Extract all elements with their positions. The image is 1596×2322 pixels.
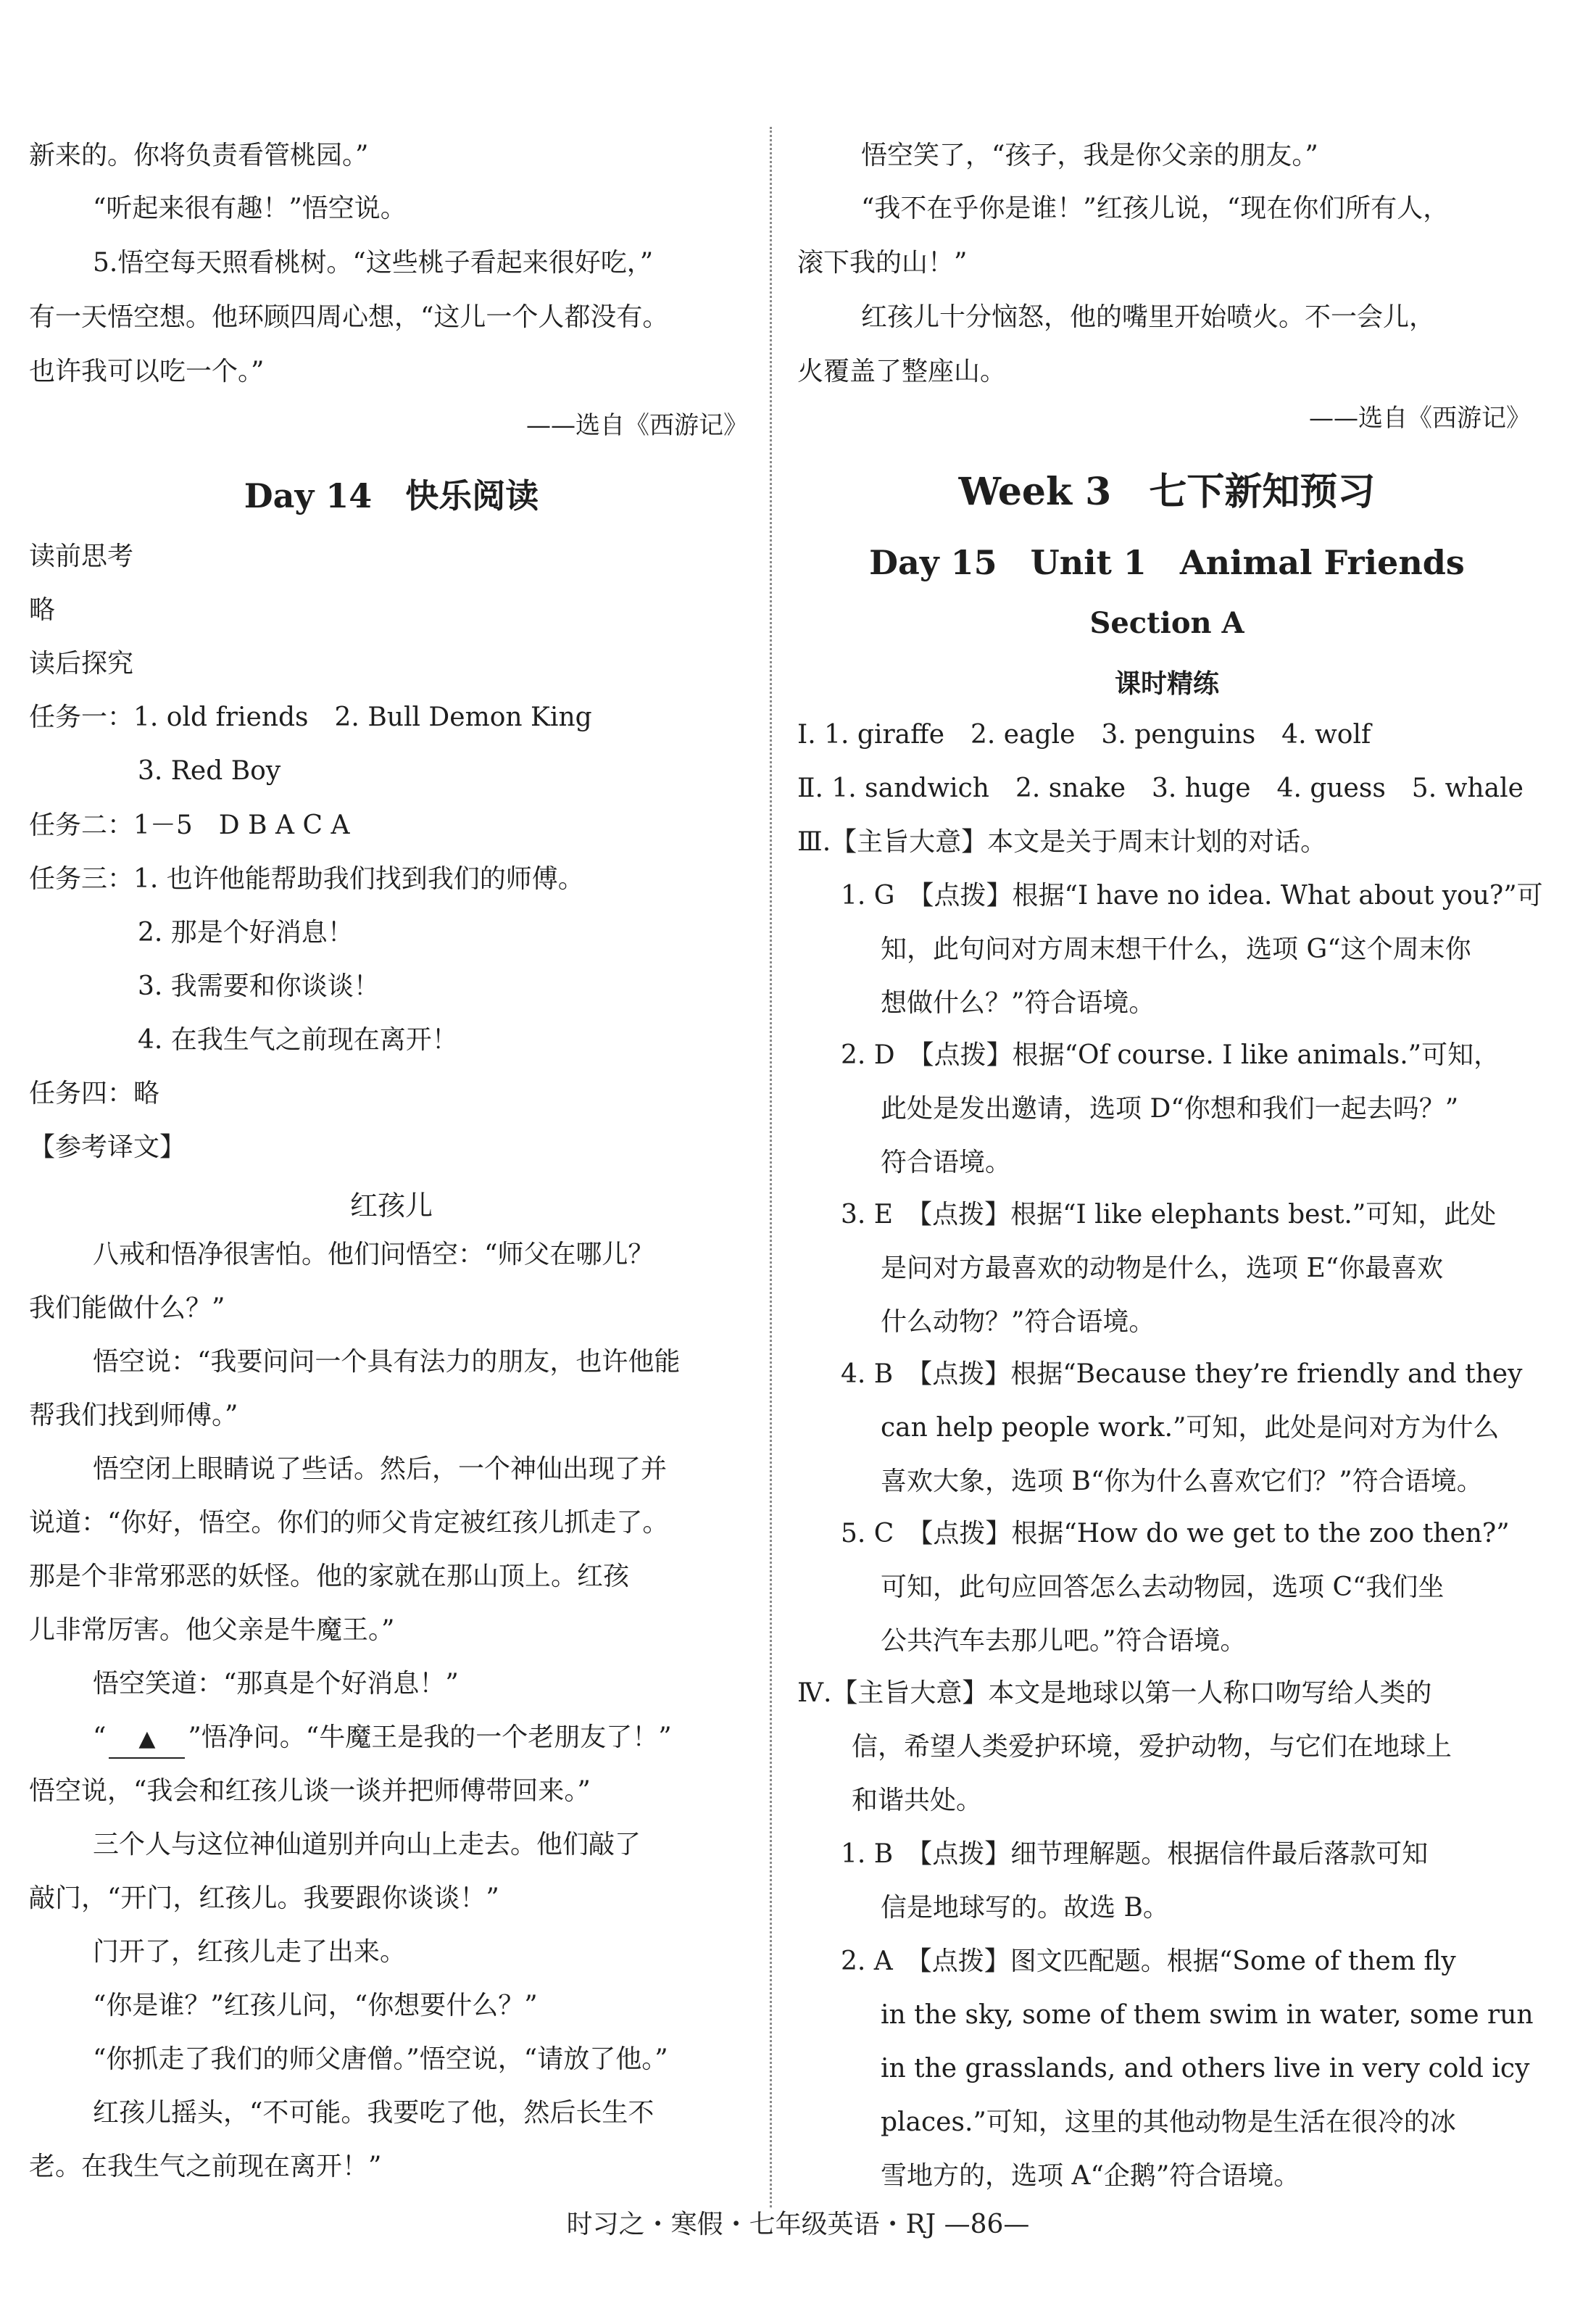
answer-row: 信，希望人类爱护环境，爱护动物，与它们在地球上 xyxy=(852,1732,1452,1762)
story-line: “你抓走了我们的师父唐僧。”悟空说，“请放了他。” xyxy=(93,2044,668,2074)
explanation-line: in the sky, some of them swim in water, some run xyxy=(881,2000,1534,2030)
explanation-line: 1. B 【点拨】细节理解题。根据信件最后落款可知 xyxy=(841,1839,1429,1869)
explanation-line: can help people work.”可知，此处是问对方为什么 xyxy=(881,1413,1500,1443)
story-line: 老。在我生气之前现在离开！” xyxy=(29,2152,382,2181)
story-line: 那是个非常邪恶的妖怪。他的家就在那山顶上。红孩 xyxy=(29,1562,630,1591)
story-title: 红孩儿 xyxy=(349,1190,433,1222)
explanation-line: 2. A 【点拨】图文匹配题。根据“Some of them fly xyxy=(841,1946,1456,1976)
explanation-line: 信是地球写的。故选 B。 xyxy=(881,1893,1169,1923)
source-citation: ——选自《西游记》 xyxy=(526,411,748,440)
week-heading: Week 3 七下新知预习 xyxy=(958,470,1376,514)
blank-rest: ”悟净问。“牛魔王是我的一个老朋友了！” xyxy=(188,1722,672,1752)
text-line: 也许我可以吃一个。” xyxy=(29,357,265,386)
explanation-line: 1. G 【点拨】根据“I have no idea. What about you?”可 xyxy=(841,881,1543,911)
section-label: 读后探究 xyxy=(29,649,134,679)
task-answer: 任务一：1. old friends 2. Bull Demon King xyxy=(29,702,592,732)
explanation-line: 符合语境。 xyxy=(881,1148,1012,1177)
column-divider xyxy=(770,127,772,2207)
story-line: 悟空说，“我会和红孩儿谈一谈并把师傅带回来。” xyxy=(29,1776,591,1806)
explanation-line: in the grasslands, and others live in very cold icy xyxy=(881,2054,1530,2083)
task-answer: 3. Red Boy xyxy=(138,756,281,786)
explanation-line: 想做什么？”符合语境。 xyxy=(881,988,1155,1018)
sub-heading: 课时精练 xyxy=(1114,668,1219,699)
story-line: 悟空笑了，“孩子，我是你父亲的朋友。” xyxy=(861,141,1318,170)
explanation-line: 什么动物？”符合语境。 xyxy=(881,1307,1155,1337)
answer-row: Ⅳ.【主旨大意】本文是地球以第一人称口吻写给人类的 xyxy=(797,1678,1432,1708)
source-citation: ——选自《西游记》 xyxy=(1309,404,1531,433)
answer-text: 略 xyxy=(29,595,56,625)
story-line: 红孩儿十分恼怒，他的嘴里开始喷火。不一会儿， xyxy=(861,302,1436,332)
answer-row: Ⅰ. 1. giraffe 2. eagle 3. penguins 4. wolf xyxy=(797,720,1371,750)
explanation-line: 2. D 【点拨】根据“Of course. I like animals.”可知， xyxy=(841,1040,1500,1070)
story-line-with-blank xyxy=(93,1720,672,1759)
story-line: 三个人与这位神仙道别并向山上走去。他们敲了 xyxy=(93,1830,641,1859)
answer-row: Ⅲ.【主旨大意】本文是关于周末计划的对话。 xyxy=(797,827,1327,857)
task-answer: 3. 我需要和你谈谈！ xyxy=(138,971,380,1001)
task-answer: 任务四：略 xyxy=(29,1079,160,1108)
story-line: 滚下我的山！” xyxy=(797,248,968,278)
triangle-icon: ▲ xyxy=(138,1726,156,1751)
explanation-line: 是问对方最喜欢的动物是什么，选项 E“你最喜欢 xyxy=(881,1253,1444,1283)
day-heading: Day 15 Unit 1 Animal Friends xyxy=(869,543,1465,582)
explanation-line: 公共汽车去那儿吧。”符合语境。 xyxy=(881,1626,1247,1656)
explanation-line: 喜欢大象，选项 B“你为什么喜欢它们？”符合语境。 xyxy=(881,1467,1483,1496)
story-line: “你是谁？”红孩儿问，“你想要什么？” xyxy=(93,1991,538,2020)
explanation-line: 此处是发出邀请，选项 D“你想和我们一起去吗？” xyxy=(881,1094,1459,1124)
story-line: 门开了，红孩儿走了出来。 xyxy=(93,1937,407,1967)
section-label: 读前思考 xyxy=(29,542,134,571)
story-line: 说道：“你好，悟空。你们的师父肯定被红孩儿抓走了。 xyxy=(29,1508,669,1538)
task-answer: 4. 在我生气之前现在离开！ xyxy=(138,1025,458,1055)
story-line: 八戒和悟净很害怕。他们问悟空：“师父在哪儿？ xyxy=(93,1240,654,1269)
fill-blank xyxy=(109,1720,185,1759)
story-line: 悟空闭上眼睛说了些话。然后，一个神仙出现了并 xyxy=(93,1454,668,1484)
explanation-line: 5. C 【点拨】根据“How do we get to the zoo then?” xyxy=(841,1519,1510,1548)
story-line: 帮我们找到师傅。” xyxy=(29,1401,238,1430)
story-line: 红孩儿摇头，“不可能。我要吃了他，然后长生不 xyxy=(93,2098,654,2128)
story-line: 我们能做什么？” xyxy=(29,1293,225,1323)
reference-label: 【参考译文】 xyxy=(29,1132,186,1162)
task-answer: 2. 那是个好消息！ xyxy=(138,918,354,948)
text-line: 新来的。你将负责看管桃园。” xyxy=(29,141,369,170)
task-answer: 任务二：1－5 D B A C A xyxy=(29,810,350,840)
story-line: 悟空笑道：“那真是个好消息！” xyxy=(93,1669,459,1699)
page-footer: 时习之・寒假・七年级英语・RJ —86— xyxy=(566,2210,1030,2239)
story-line: 火覆盖了整座山。 xyxy=(797,357,1007,386)
day-heading: Day 14 快乐阅读 xyxy=(244,476,539,515)
story-line: 儿非常厉害。他父亲是牛魔王。” xyxy=(29,1615,395,1645)
explanation-line: 可知，此句应回答怎么去动物园，选项 C“我们坐 xyxy=(881,1572,1445,1602)
story-line: “我不在乎你是谁！”红孩儿说，“现在你们所有人， xyxy=(861,194,1450,223)
explanation-line: places.”可知，这里的其他动物是生活在很冷的冰 xyxy=(881,2107,1456,2137)
text-line: 有一天悟空想。他环顾四周心想，“这儿一个人都没有。 xyxy=(29,302,669,332)
explanation-line: 3. E 【点拨】根据“I like elephants best.”可知，此处 xyxy=(841,1200,1497,1230)
section-heading: Section A xyxy=(1089,606,1244,640)
explanation-line: 知，此句问对方周末想干什么，选项 G“这个周末你 xyxy=(881,934,1471,964)
open-quote: “ xyxy=(93,1722,107,1752)
text-line: “听起来很有趣！”悟空说。 xyxy=(93,194,407,223)
text-line: 5.悟空每天照看桃树。“这些桃子看起来很好吃，” xyxy=(93,248,654,278)
task-answer: 任务三：1. 也许他能帮助我们找到我们的师傅。 xyxy=(29,864,584,894)
story-line: 悟空说：“我要问问一个具有法力的朋友，也许他能 xyxy=(93,1347,681,1377)
answer-row: Ⅱ. 1. sandwich 2. snake 3. huge 4. guess 5. whale xyxy=(797,774,1524,803)
explanation-line: 雪地方的，选项 A“企鹅”符合语境。 xyxy=(881,2161,1300,2191)
story-line: 敲门，“开门，红孩儿。我要跟你谈谈！” xyxy=(29,1883,499,1913)
answer-row: 和谐共处。 xyxy=(852,1786,983,1815)
explanation-line: 4. B 【点拨】根据“Because they’re friendly and they xyxy=(841,1359,1523,1389)
